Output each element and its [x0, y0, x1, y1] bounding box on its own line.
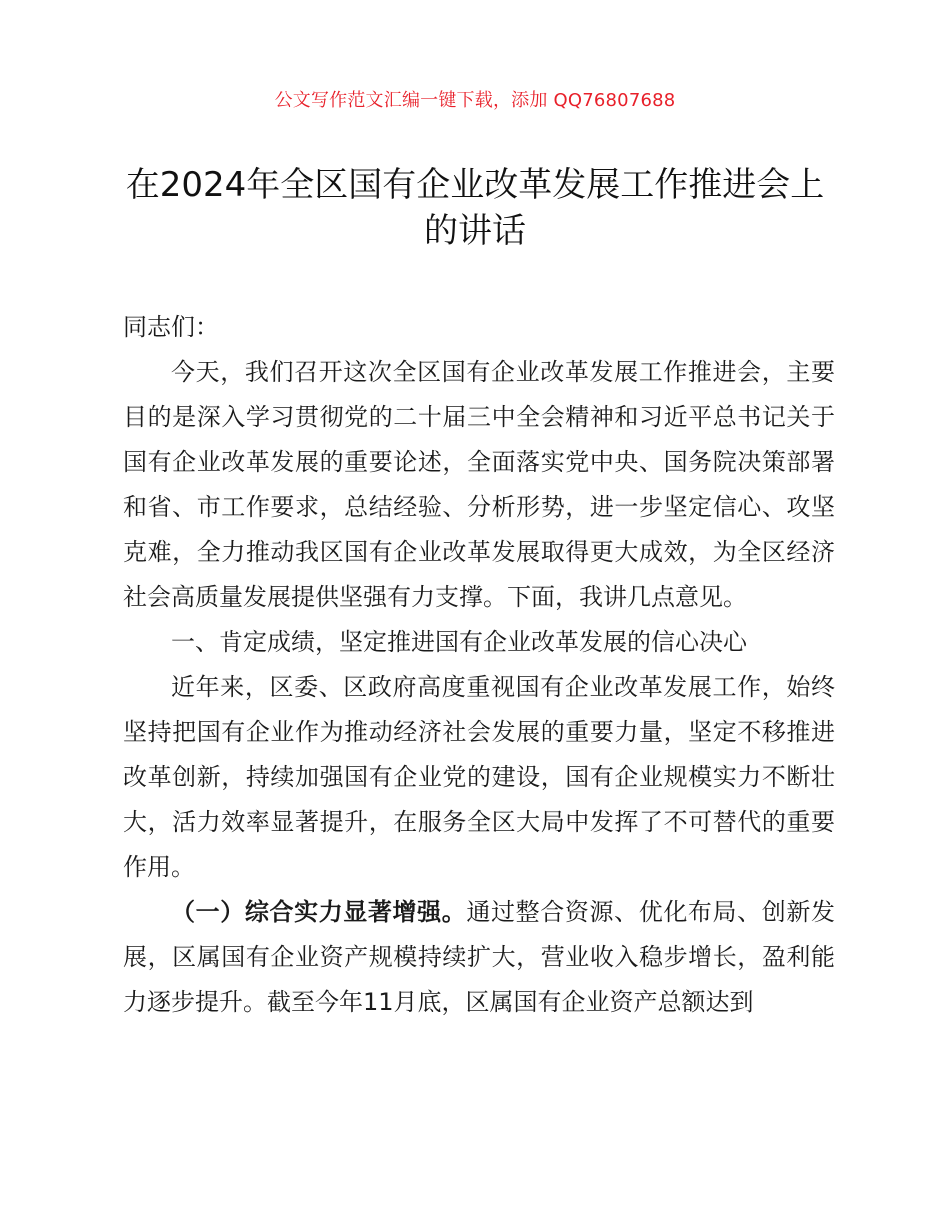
subsection-paragraph	[123, 890, 835, 1025]
document-title: 在2024年全区国有企业改革发展工作推进会上的讲话	[125, 165, 825, 251]
subsection-text: 通过整合资源、优化布局、创新发展，区属国有企业资产规模持续扩大，营业收入稳步增长，盈利能力逐步提升。截至今年11月底，区属国有企业资产总额达到	[123, 898, 836, 1016]
intro-paragraph: 今天，我们召开这次全区国有企业改革发展工作推进会，主要目的是深入学习贯彻党的二十届三中全会精神和习近平总书记关于国有企业改革发展的重要论述，全面落实党中央、国务院决策部署和省、市工作要求，总结经验、分析形势，进一步坚定信心、攻坚克难，全力推动我区国有企业改革发展取得更大成效，为全区经济社会高质量发展提供坚强有力支撑。下面，我讲几点意见。	[123, 358, 835, 611]
section-paragraph: 近年来，区委、区政府高度重视国有企业改革发展工作，始终坚持把国有企业作为推动经济社会发展的重要力量，坚定不移推进改革创新，持续加强国有企业党的建设，国有企业规模实力不断壮大，活力效率显著提升，在服务全区大局中发挥了不可替代的重要作用。	[123, 673, 835, 881]
section-heading: 一、肯定成绩，坚定推进国有企业改革发展的信心决心	[171, 628, 747, 656]
subsection-heading: （一）综合实力显著增强。	[171, 898, 467, 926]
document-body	[123, 305, 835, 1025]
download-banner[interactable]: 公文写作范文汇编一键下载，添加 QQ76807688	[274, 90, 676, 111]
salutation: 同志们：	[123, 313, 219, 341]
